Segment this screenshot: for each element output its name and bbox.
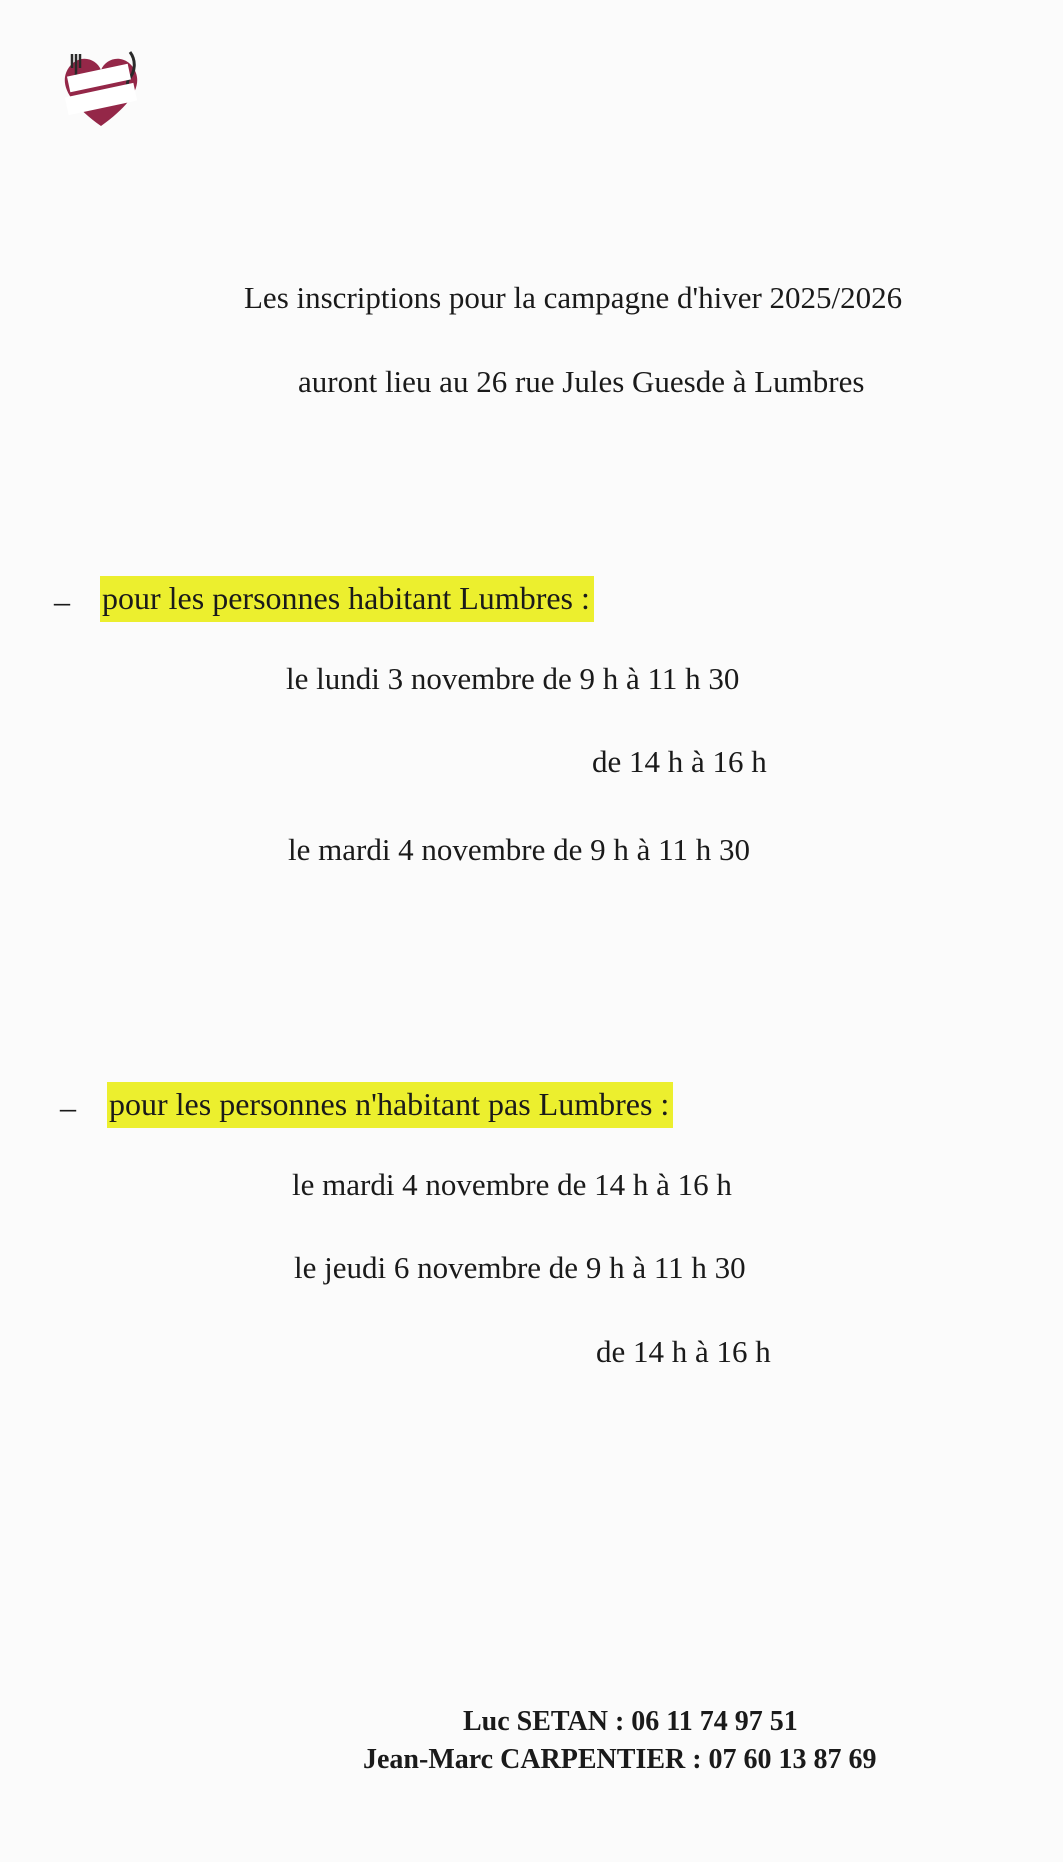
contact-jean-marc-carpentier: Jean-Marc CARPENTIER : 07 60 13 87 69: [363, 1744, 877, 1775]
time-slot: le lundi 3 novembre de 9 h à 11 h 30: [286, 661, 740, 696]
bullet-dash: –: [54, 583, 70, 619]
bullet-dash: –: [60, 1089, 76, 1125]
heading-line-2: auront lieu au 26 rue Jules Guesde à Lumbres: [298, 364, 865, 399]
logo-graphic: [56, 46, 146, 136]
section-title-non-residents: pour les personnes n'habitant pas Lumbres :: [107, 1082, 673, 1128]
restos-du-coeur-logo-icon: [56, 46, 146, 136]
time-slot: de 14 h à 16 h: [596, 1334, 771, 1369]
time-slot: le jeudi 6 novembre de 9 h à 11 h 30: [294, 1250, 746, 1285]
heading-line-1: Les inscriptions pour la campagne d'hiver 2025/2026: [244, 280, 903, 315]
time-slot: le mardi 4 novembre de 9 h à 11 h 30: [288, 832, 751, 867]
time-slot: le mardi 4 novembre de 14 h à 16 h: [292, 1167, 732, 1202]
time-slot: de 14 h à 16 h: [592, 744, 767, 779]
contact-luc-setan: Luc SETAN : 06 11 74 97 51: [463, 1706, 798, 1737]
section-title-residents: pour les personnes habitant Lumbres :: [100, 576, 594, 622]
